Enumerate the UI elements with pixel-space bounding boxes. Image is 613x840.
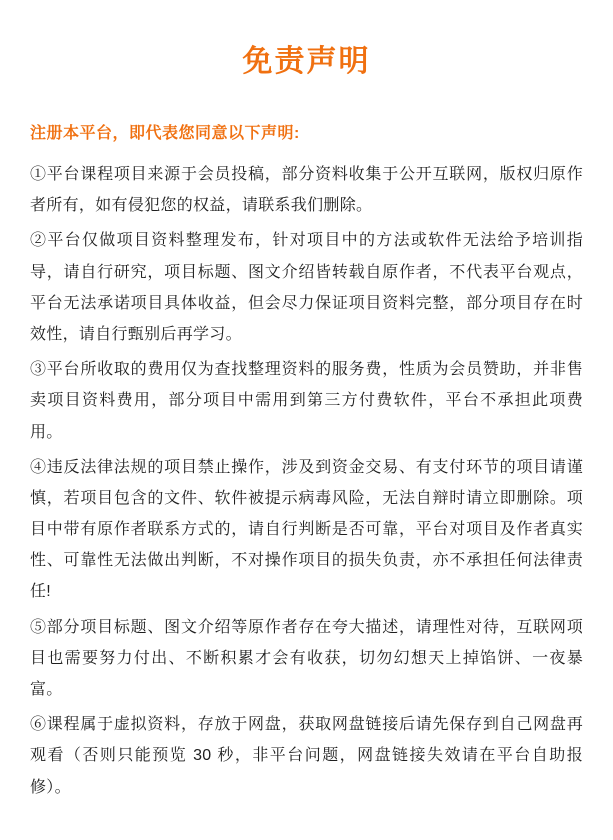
page-title: 免责声明 — [242, 45, 371, 78]
clause-paragraph: ④违反法律法规的项目禁止操作，涉及到资金交易、有支付环节的项目请谨慎，若项目包含的文件、软件被提示病毒风险，无法自辩时请立即删除。项目中带有原作者联系方式的，请自行判断是否可靠，平台对项目及作者真实性、可靠性无法做出判断，不对操作项目的损失负责，亦不承担任何法律责任! — [30, 458, 583, 601]
clause-paragraph: ③平台所收取的费用仅为查找整理资料的服务费，性质为会员赞助，并非售卖项目资料费用，部分项目中需用到第三方付费软件，平台不承担此项费用。 — [30, 361, 583, 441]
clause-paragraph: ②平台仅做项目资料整理发布，针对项目中的方法或软件无法给予培训指导，请自行研究，项目标题、图文介绍皆转载自原作者，不代表平台观点，平台无法承诺项目具体收益，但会尽力保证项目资料完整，部分项目存在时效性，请自行甄别后再学习。 — [30, 232, 583, 343]
clause-paragraph: ⑤部分项目标题、图文介绍等原作者存在夸大描述，请理性对待，互联网项目也需要努力付出、不断积累才会有收获，切勿幻想天上掉馅饼、一夜暴富。 — [30, 618, 583, 698]
clause-paragraph: ⑥课程属于虚拟资料，存放于网盘，获取网盘链接后请先保存到自己网盘再观看（否则只能预览 30 秒，非平台问题，网盘链接失效请在平台自助报修）。 — [30, 716, 583, 796]
clause-paragraph: ①平台课程项目来源于会员投稿，部分资料收集于公开互联网，版权归原作者所有，如有侵犯您的权益，请联系我们删除。 — [30, 166, 583, 215]
consent-notice: 注册本平台，即代表您同意以下声明: — [30, 125, 300, 142]
